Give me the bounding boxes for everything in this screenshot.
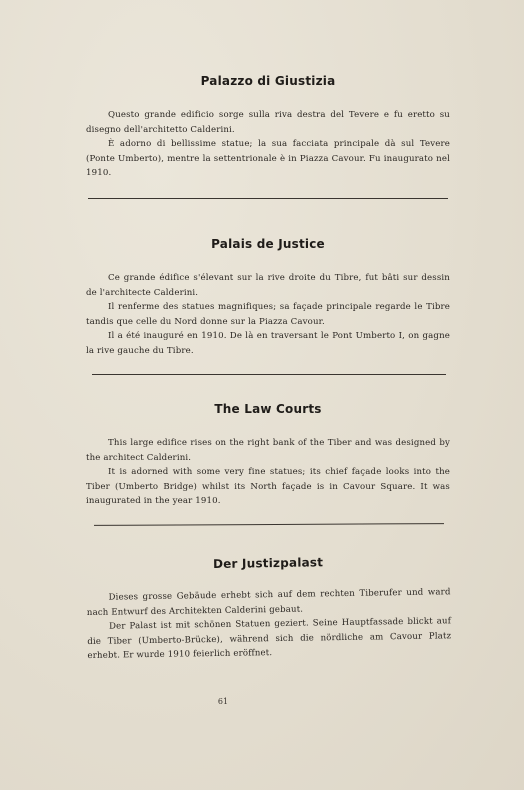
divider-rule	[88, 198, 448, 199]
section-title-english: The Law Courts	[214, 402, 322, 416]
section-title-french: Palais de Justice	[211, 237, 325, 251]
section-title-italian: Palazzo di Giustizia	[200, 74, 336, 88]
paragraph: This large edifice rises on the right bank of the Tiber and was designed by the architect Calderini.	[86, 438, 450, 463]
paragraph: Dieses grosse Gebäude erhebt sich auf dem rechten Tiberufer und ward nach Entwurf des Architekten Calderini gebaut.	[86, 587, 451, 618]
paragraph: È adorno di bellissime statue; la sua facciata principale dà sul Tevere (Ponte Umberto), mentre la settentrionale è in Piazza Cavour. Fu inaugurato nel 1910.	[86, 139, 450, 178]
section-german	[86, 553, 452, 663]
paragraph: Questo grande edificio sorge sulla riva destra del Tevere e fu eretto su disegno dell'architetto Calderini.	[86, 110, 450, 135]
page-number: 61	[217, 697, 229, 706]
paragraph: Il renferme des statues magnifiques; sa façade principale regarde le Tibre tandis que celle du Nord donne sur la Piazza Cavour.	[86, 302, 450, 327]
divider-rule	[94, 523, 444, 526]
paragraph: Il a été inauguré en 1910. De là en traversant le Pont Umberto I, on gagne la rive gauche du Tibre.	[86, 331, 450, 356]
paragraph: Der Palast ist mit schönen Statuen geziert. Seine Hauptfassade blickt auf die Tiber (Umberto-Brücke), während sich die nördliche am Cavour Platz erhebt. Er wurde 1910 feierlich eröffnet.	[87, 616, 452, 661]
section-italian	[86, 74, 450, 181]
section-title-german: Der Justizpalast	[212, 555, 324, 572]
divider-rule	[92, 374, 446, 375]
section-english	[86, 402, 450, 509]
paragraph: Ce grande édifice s'élevant sur la rive droite du Tibre, fut bâti sur dessin de l'architecte Calderini.	[86, 273, 450, 298]
section-french	[86, 237, 450, 358]
paragraph: It is adorned with some very fine statues; its chief façade looks into the Tiber (Umberto Bridge) whilst its North façade is in Cavour Square. It was inaugurated in the year 1910.	[86, 467, 450, 506]
